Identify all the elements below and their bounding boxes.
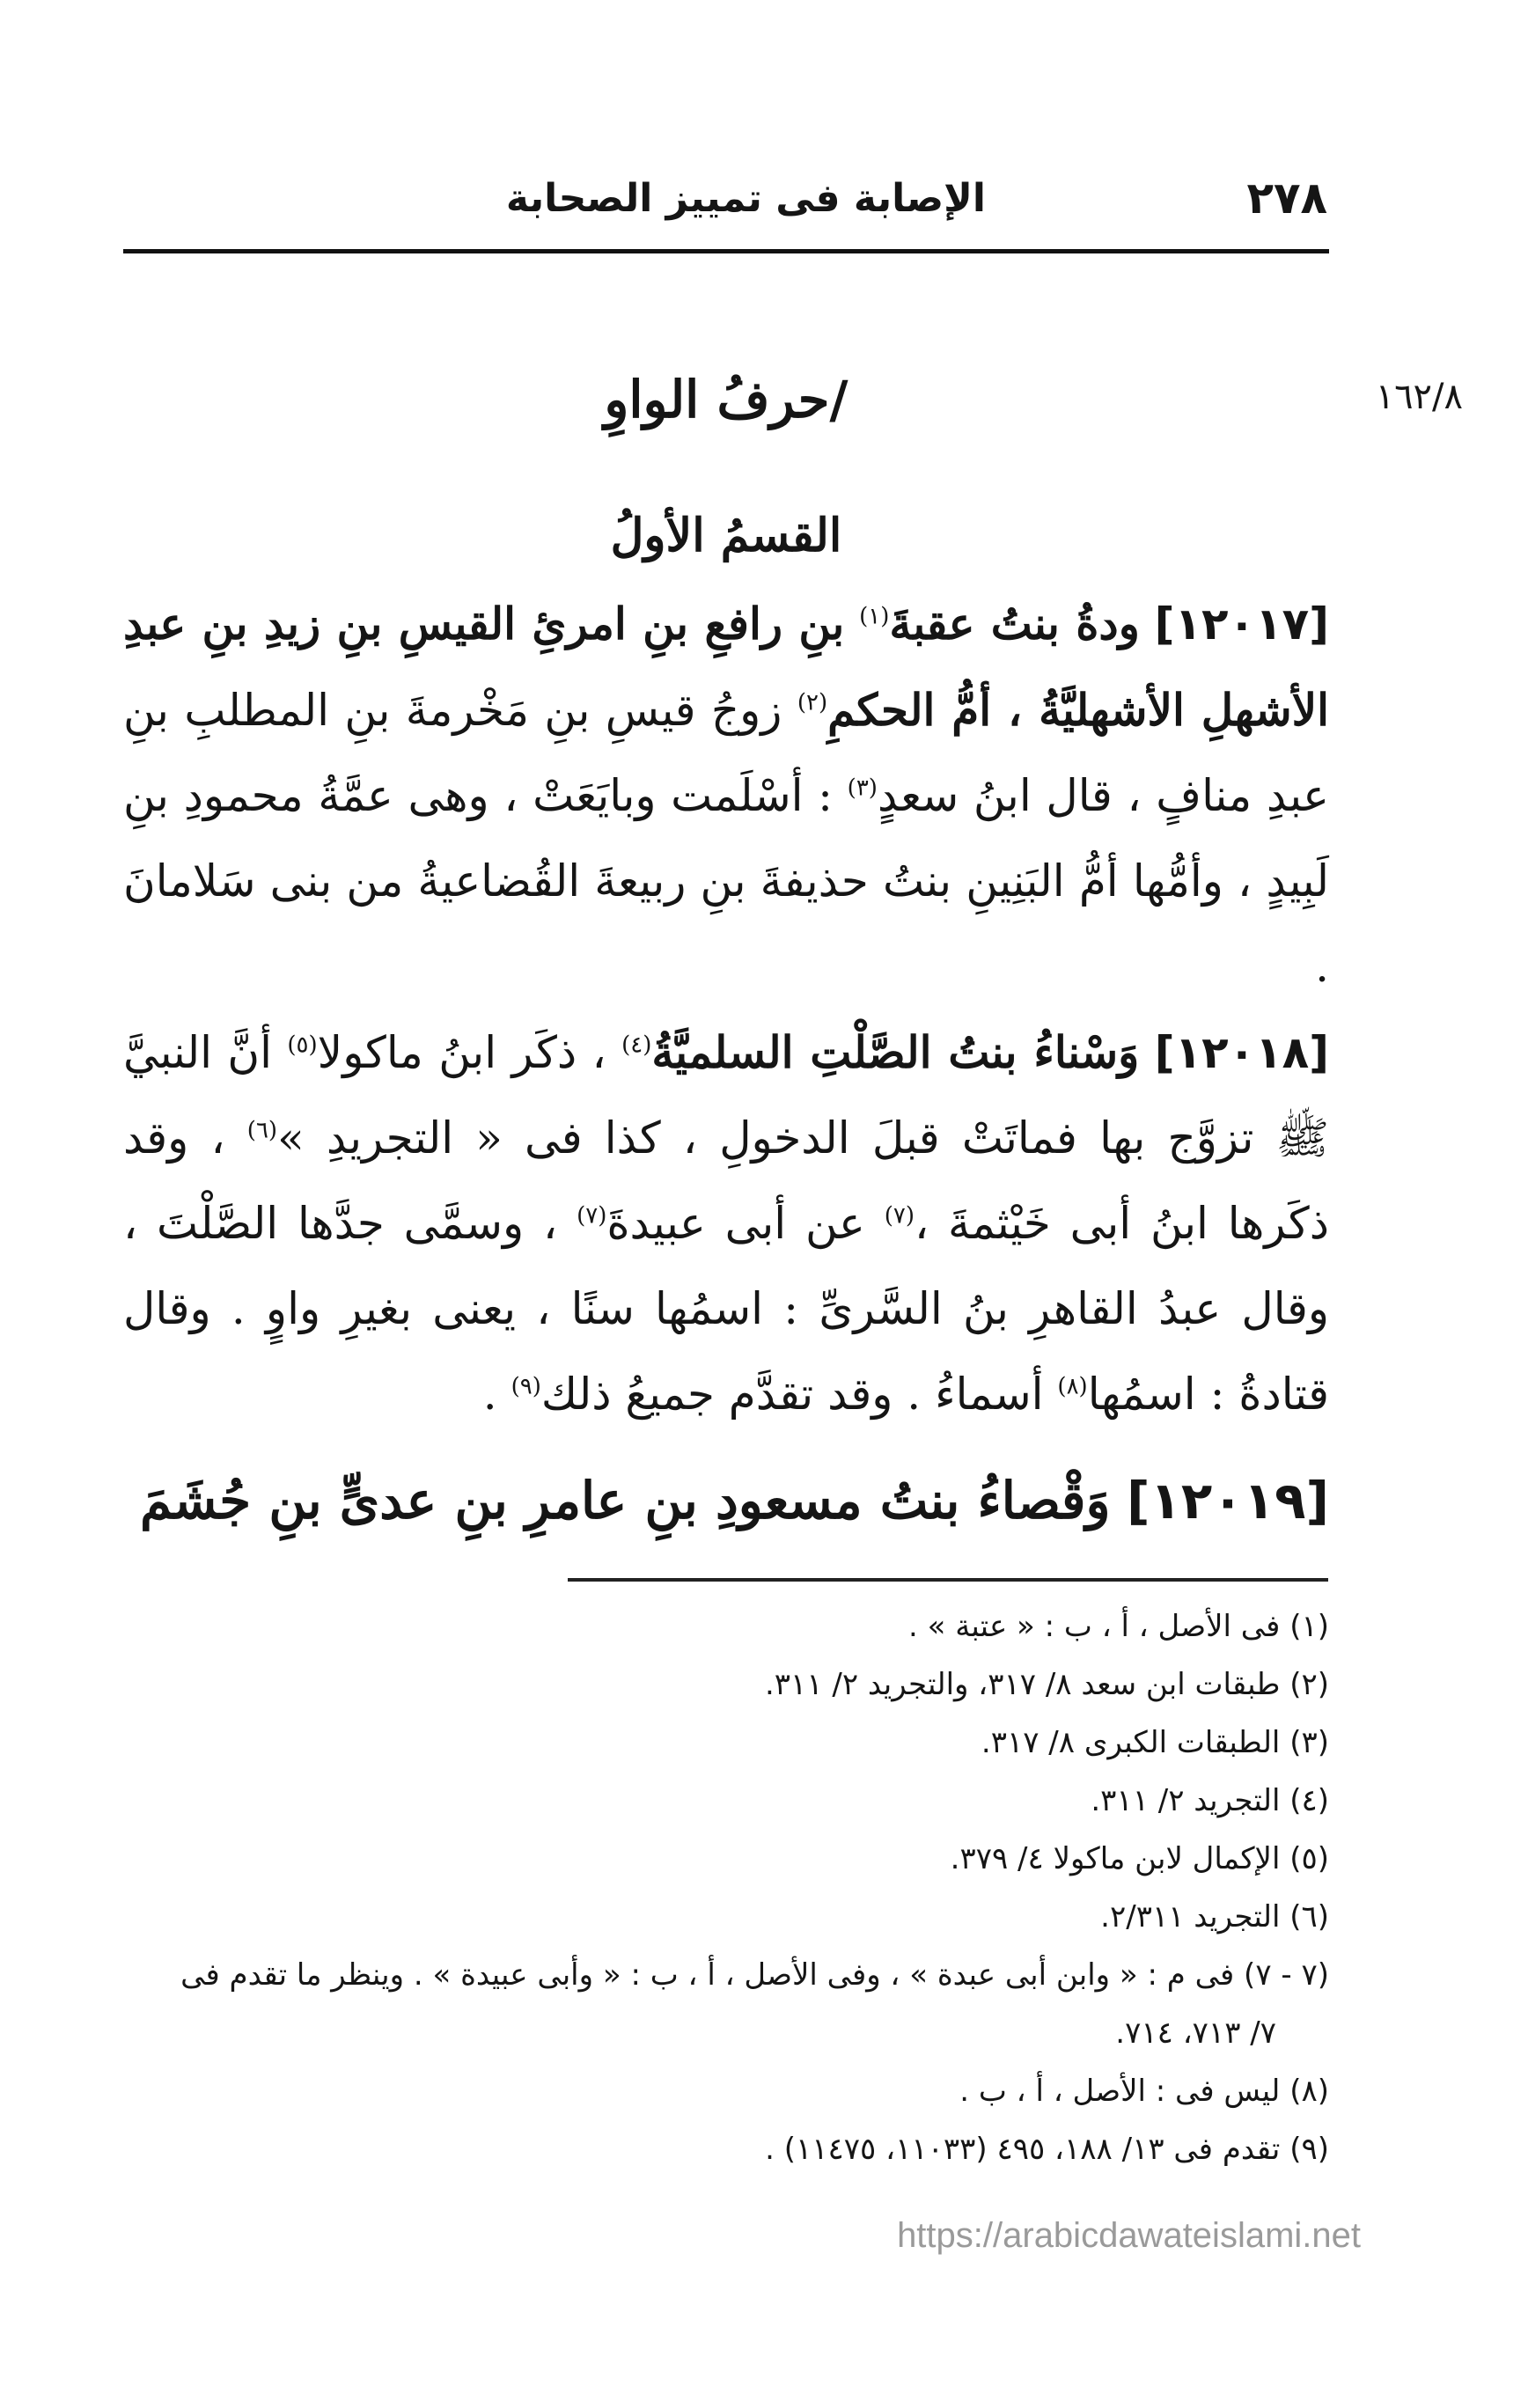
footnote-marker: (٥) (287, 1031, 318, 1059)
footnote-marker: (٤) (621, 1031, 652, 1059)
footnote-marker: (١) (859, 603, 890, 630)
margin-volume-page-ref: ١٦٢/٨ (1375, 377, 1463, 417)
footnote: (١) فى الأصل ، أ ، ب : « عتبة » . (907, 1609, 1329, 1644)
entry-text: أنَّ النبيَّ ﷺ تزوَّج بها فماتَتْ قبلَ الدخولِ ، كذا فى « التجريدِ » (123, 1027, 1329, 1164)
footnote: (٩) تقدم فى ١٣/ ١٨٨، ٤٩٥ (١١٠٣٣، ١١٤٧٥) . (765, 2132, 1329, 2167)
footnote-marker: (٣) (847, 775, 878, 802)
entry-name: ودةُ بنتُ عقبةَ (889, 598, 1140, 650)
entry-text: . (482, 1369, 497, 1420)
entry-name-continued: بنِ رافعِ بنِ امرئِ القيسِ بنِ زيدِ بنِ عبدِ الأشهلِ الأشهليَّةُ ، أمُّ الحكمِ (123, 598, 1329, 736)
footnote-marker: (٦) (246, 1117, 278, 1144)
footnote: (٦) التجريد ٢/٣١١. (1100, 1899, 1329, 1934)
entry-12018 (123, 1009, 1329, 1437)
footnote: (٨) ليس فى : الأصل ، أ ، ب . (959, 2074, 1329, 2109)
footnote-marker: (٧) (577, 1202, 607, 1230)
entry-number: [١٢٠١٨] (1154, 1027, 1330, 1078)
entry-text: عن أبى عبيدةَ (606, 1198, 865, 1249)
footnotes (123, 1597, 1329, 2178)
page-header (123, 165, 1329, 245)
footnote: (٣) الطبقات الكبرى ٨/ ٣١٧. (981, 1725, 1329, 1760)
main-text (123, 581, 1329, 1544)
footnote-marker: (٩) (511, 1373, 541, 1400)
footnote-separator (568, 1578, 1328, 1582)
footnote-marker: (٢) (797, 689, 828, 716)
section-heading: القسمُ الأولُ (610, 509, 842, 562)
footnote-marker: (٧) (884, 1202, 915, 1230)
watermark-url: https://arabicdawateislami.net (897, 2216, 1361, 2255)
entry-text: ، وقد ذكَرها ابنُ أبى خَيْثمةَ ، (123, 1112, 1329, 1249)
entry-name: وَقْصاءُ بنتُ مسعودِ بنِ عامرِ بنِ عدىٍّ بنِ جُشَمَ (139, 1471, 1111, 1531)
entry-number: [١٢٠١٧] (1154, 598, 1329, 650)
entry-12019 (123, 1458, 1329, 1544)
footnote-continuation: ٧/ ٧١٣، ٧١٤. (1115, 2015, 1276, 2051)
footnote-marker: (٨) (1057, 1373, 1088, 1400)
entry-text: : أسْلَمت وبايَعَتْ ، وهى عمَّةُ محمودِ بنِ لَبِيدٍ ، وأمُّها أمُّ البَنِينِ بنتُ حذيفةَ بنِ ربيعةَ القُضاعيةُ من بنى سَلامانَ . (123, 770, 1329, 992)
chapter-heading: /حرفُ الواوِ (604, 370, 848, 429)
footnote: (٧ - ٧) فى م : « وابن أبى عبدة » ، وفى الأصل ، أ ، ب : « وأبى عبيدة » . وينظر ما تقدم فى (180, 1957, 1329, 1993)
footnote: (٢) طبقات ابن سعد ٨/ ٣١٧، والتجريد ٢/ ٣١١. (764, 1667, 1329, 1702)
entry-number: [١٢٠١٩] (1126, 1471, 1329, 1531)
entry-name: وَسْناءُ بنتُ الصَّلْتِ السلميَّةُ (651, 1026, 1140, 1078)
entry-text: ، وسمَّى جدَّها الصَّلْتَ ، وقال عبدُ القاهرِ بنُ السَّرىِّ : اسمُها سنًا ، يعنى بغيرِ واوٍ . وقال قتادةُ : اسمُها (123, 1198, 1329, 1420)
entry-text: زوجُ قيسِ بنِ مَخْرمةَ بنِ المطلبِ بنِ عبدِ منافٍ ، قال ابنُ سعدٍ (123, 685, 1329, 821)
book-title: الإصابة فى تمييز الصحابة (505, 176, 986, 221)
footnote: (٥) الإكمال لابن ماكولا ٤/ ٣٧٩. (950, 1841, 1329, 1876)
header-rule (123, 249, 1329, 253)
entry-12017 (123, 581, 1329, 1009)
footnote: (٤) التجريد ٢/ ٣١١. (1091, 1783, 1329, 1818)
entry-text: ، ذكَر ابنُ ماكولا (317, 1027, 606, 1078)
entry-text: أسماءُ . وقد تقدَّم جميعُ ذلك (540, 1369, 1044, 1420)
page-number: ٢٧٨ (1246, 173, 1327, 224)
